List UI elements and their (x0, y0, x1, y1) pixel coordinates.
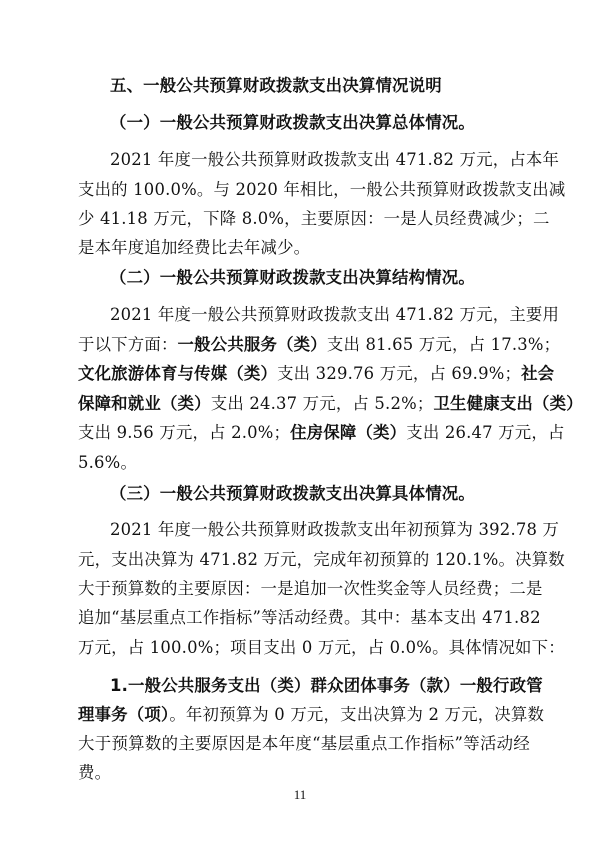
part2-line-2 (78, 335, 561, 355)
part1-heading: （一）一般公共预算财政拨款支出决算总体情况。 (110, 113, 475, 132)
part2-line-2-a: 于以下方面： (78, 335, 178, 354)
part3-line-2: 元，支出决算为 471.82 万元，完成年初预算的 120.1%。决算数 (78, 550, 565, 569)
category-general-public-services: 一般公共服务（类） (177, 335, 327, 354)
part1-line-1: 2021 年度一般公共预算财政拨款支出 471.82 万元，占本年 (110, 150, 560, 169)
category-housing: 住房保障（类） (290, 423, 407, 442)
part2-line-6: 5.6%。 (78, 453, 138, 472)
item1-line-1: 1.一般公共服务支出（类）群众团体事务（款）一般行政管 (110, 676, 543, 695)
item1-line-3: 大于预算数的主要原因是本年度“基层重点工作指标”等活动经 (78, 734, 530, 753)
part2-line-5-a: 支出 9.56 万元，占 2.0%； (78, 423, 291, 442)
category-social-security-employment: 保障和就业（类） (78, 394, 211, 413)
part3-line-4: 追加“基层重点工作指标”等活动经费。其中：基本支出 471.82 (78, 608, 541, 627)
part1-line-3: 少 41.18 万元，下降 8.0%，主要原因：一是人员经费减少；二 (78, 209, 550, 228)
part2-line-3-b: 支出 329.76 万元，占 69.9%； (277, 364, 522, 383)
category-culture-tourism-sports-media: 文化旅游体育与传媒（类） (78, 364, 278, 383)
part3-line-5: 万元，占 100.0%；项目支出 0 万元，占 0.0%。具体情况如下： (78, 638, 565, 657)
part2-line-1: 2021 年度一般公共预算财政拨款支出 471.82 万元，主要用 (110, 305, 560, 324)
item1-line-2-a: 理事务（项） (78, 705, 170, 724)
part1-line-4: 是本年度追加经费比去年减少。 (78, 238, 311, 257)
item1-line-4: 费。 (78, 763, 112, 782)
category-health: 卫生健康支出（类） (433, 394, 583, 413)
part2-line-2-c: 支出 81.65 万元，占 17.3%； (326, 335, 561, 354)
part3-heading: （三）一般公共预算财政拨款支出决算具体情况。 (110, 484, 475, 503)
part3-line-3: 大于预算数的主要原因：一是追加一次性奖金等人员经费；二是 (78, 579, 543, 598)
item1-line-2-b: 。年初预算为 0 万元，支出决算为 2 万元，决算数 (169, 705, 545, 724)
part2-line-4-b: 支出 24.37 万元，占 5.2%； (210, 394, 434, 413)
section-title: 五、一般公共预算财政拨款支出决算情况说明 (110, 76, 442, 95)
part2-line-4 (78, 394, 583, 414)
category-social-fragment: 社会 (521, 364, 555, 383)
part1-line-2: 支出的 100.0%。与 2020 年相比，一般公共预算财政拨款支出减 (78, 180, 566, 199)
part3-line-1: 2021 年度一般公共预算财政拨款支出年初预算为 392.78 万 (110, 520, 560, 539)
item1-line-2 (78, 705, 545, 725)
part2-line-5 (78, 423, 565, 443)
page-number: 11 (293, 787, 307, 802)
part2-line-5-c: 支出 26.47 万元，占 (406, 423, 565, 442)
part2-heading: （二）一般公共预算财政拨款支出决算结构情况。 (110, 268, 475, 287)
part2-line-3 (78, 364, 555, 384)
